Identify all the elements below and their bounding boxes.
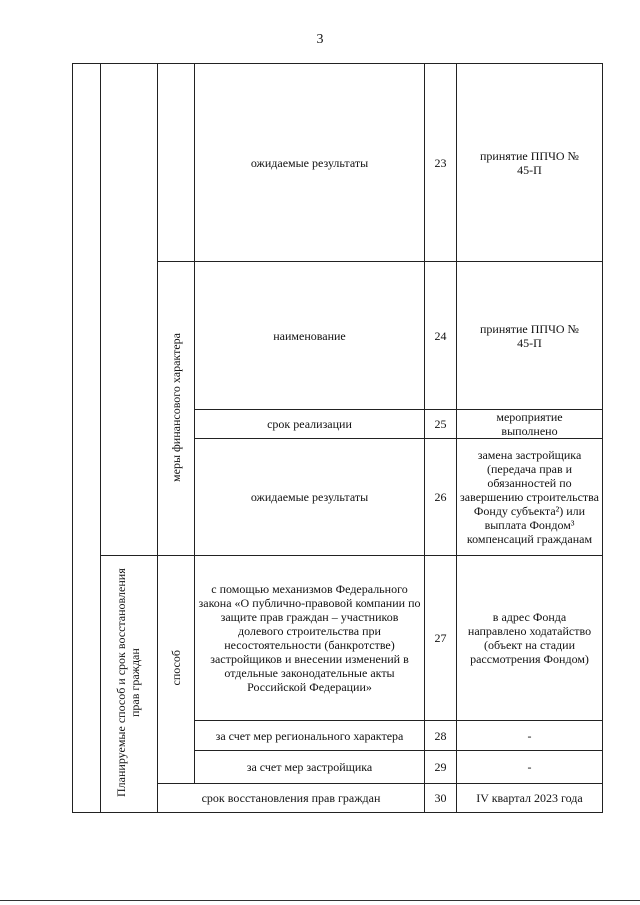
row-name: за счет мер застройщика (195, 751, 425, 784)
row-name: срок реализации (195, 410, 425, 439)
row-number: 23 (425, 64, 457, 262)
row-number: 28 (425, 721, 457, 751)
financial-measures-group (158, 262, 195, 556)
row-value: принятие ППЧО № 45-П (457, 262, 603, 410)
row-number: 30 (425, 784, 457, 813)
row-number: 27 (425, 556, 457, 721)
blank-subgroup-cell (158, 64, 195, 262)
row-value: IV квартал 2023 года (457, 784, 603, 813)
restoration-group (101, 556, 158, 813)
row-name: ожидаемые результаты (195, 64, 425, 262)
row-name: с помощью механизмов Федерального закона «О публично-правовой компании по защите прав граждан – участников долевого строительства при несостоятельности (банкротстве) застройщиков и внесении изменений в отдельные законодательные акты Российской Федерации» (195, 556, 425, 721)
row-name: ожидаемые результаты (195, 439, 425, 556)
row-name: срок восстановления прав граждан (158, 784, 425, 813)
row-value: принятие ППЧО № 45-П (457, 64, 603, 262)
page-number: 3 (316, 32, 324, 47)
row-number: 25 (425, 410, 457, 439)
method-group (158, 556, 195, 784)
bottom-rule (0, 900, 640, 901)
row-value: - (457, 751, 603, 784)
data-table (72, 63, 603, 813)
table-row (73, 64, 603, 262)
financial-measures-label: меры финансового характера (169, 332, 183, 482)
row-value: мероприятие выполнено (457, 410, 603, 439)
row-number: 26 (425, 439, 457, 556)
row-value: в адрес Фонда направлено ходатайство (объект на стадии рассмотрения Фондом) (457, 556, 603, 721)
row-value: замена застройщика (передача прав и обязанностей по завершению строительства Фонду субъекта²) или выплата Фондом³ компенсаций гражданам (457, 439, 603, 556)
row-number: 29 (425, 751, 457, 784)
row-name: наименование (195, 262, 425, 410)
row-name: за счет мер регионального характера (195, 721, 425, 751)
row-number: 24 (425, 262, 457, 410)
outer-margin-cell (73, 64, 101, 813)
row-value: - (457, 721, 603, 751)
table-row (73, 556, 603, 721)
restoration-label: Планируемые способ и срок восстановления прав граждан (114, 568, 142, 797)
blank-group-cell (101, 64, 158, 556)
method-label: способ (169, 650, 183, 686)
